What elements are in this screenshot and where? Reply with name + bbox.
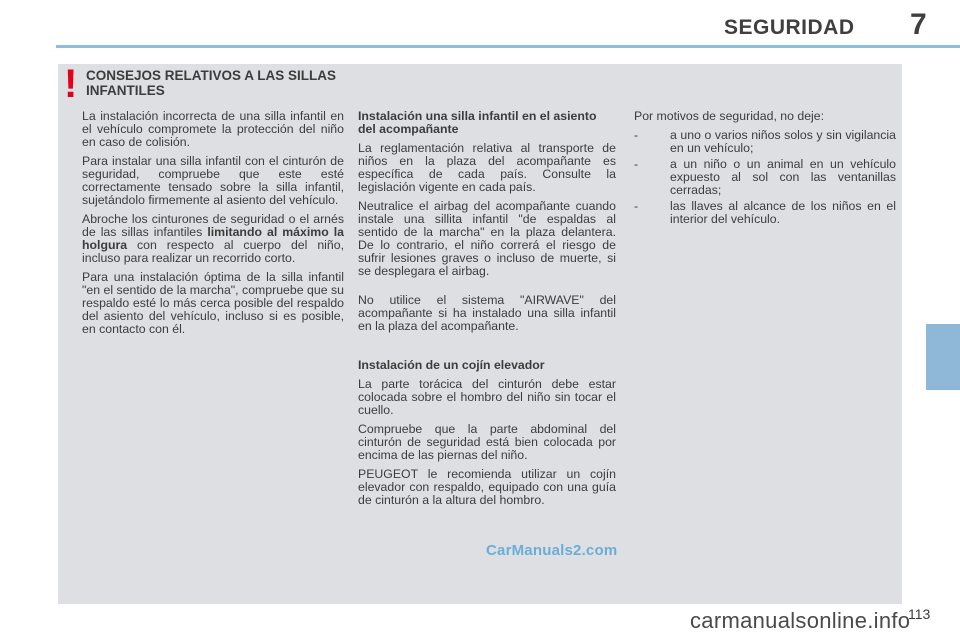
chapter-title: SEGURIDAD [724,16,855,39]
subheading-passenger-seat: Instalación una silla infantil en el asiento del acompañante [358,109,597,136]
paragraph: Para instalar una silla infantil con el cinturón de seguridad, compruebe que este esté correctamente tensado sobre la silla infantil, sujetándolo firmemente al asiento del vehículo. [82,154,344,207]
list-dash: - [634,128,639,142]
page-number: 113 [908,606,931,622]
list-intro: Por motivos de seguridad, no deje: [634,109,825,123]
list-item [634,158,896,197]
warning-icon: ! [64,62,78,106]
section-title: CONSEJOS RELATIVOS A LAS SILLAS INFANTILES [86,68,337,98]
footer-watermark: carmanualsonline.info [690,608,911,633]
paragraph: La instalación incorrecta de una silla infantil en el vehículo compromete la protección del niño en caso de colisión. [82,109,344,149]
list-dash: - [634,157,639,171]
paragraph: No utilice el sistema "AIRWAVE" del acompañante si ha instalado una silla infantil en la plaza del acompañante. [358,293,616,333]
watermark-link[interactable]: CarManuals2.com [486,542,618,559]
column-left [82,110,344,342]
list-item [634,129,896,155]
paragraph [82,213,344,265]
paragraph-text: Abroche los cinturones de seguridad o el arnés de las sillas infantiles [82,212,344,239]
paragraph: PEUGEOT le recomienda utilizar un cojín elevador con respaldo, equipado con una guía de cinturón a la altura del hombro. [358,467,616,507]
paragraph: La parte torácica del cinturón debe estar colocada sobre el hombro del niño sin tocar el cuello. [358,377,616,417]
paragraph-text: con respecto al cuerpo del niño, incluso para realizar un recorrido corto. [82,238,344,265]
list-item [634,200,896,226]
column-right [634,110,896,229]
list-dash: - [634,199,639,213]
paragraph: Compruebe que la parte abdominal del cinturón de seguridad está bien colocada por encima de las piernas del niño. [358,422,616,462]
column-middle [358,110,616,513]
paragraph-bold-text: limitando al máximo la holgura [82,225,344,252]
header-rule [56,45,960,48]
spacer [358,339,616,349]
safety-list [634,129,896,226]
subheading-booster-cushion: Instalación de un cojín elevador [358,358,545,372]
list-item-text: a uno o varios niños solos y sin vigilancia en un vehículo; [670,128,896,155]
chapter-side-tab [926,324,960,390]
paragraph: Para una instalación óptima de la silla infantil "en el sentido de la marcha", compruebe que su respaldo esté lo más cerca posible del respaldo del asiento del vehículo, incluso si es posible, en contacto con él. [82,270,344,336]
chapter-number: 7 [910,8,927,41]
list-item-text: las llaves al alcance de los niños en el interior del vehículo. [670,199,896,226]
paragraph: Neutralice el airbag del acompañante cuando instale una sillita infantil "de espaldas al sentido de la marcha" en la plaza delantera. De lo contrario, el niño correrá el riesgo de sufrir lesiones graves o incluso de muerte, si se desplegara el airbag. [358,199,616,278]
list-item-text: a un niño o un animal en un vehículo expuesto al sol con las ventanillas cerradas; [670,157,896,197]
paragraph: La reglamentación relativa al transporte de niños en la plaza del acompañante es específica de cada país. Consulte la legislación vigente en cada país. [358,141,616,194]
